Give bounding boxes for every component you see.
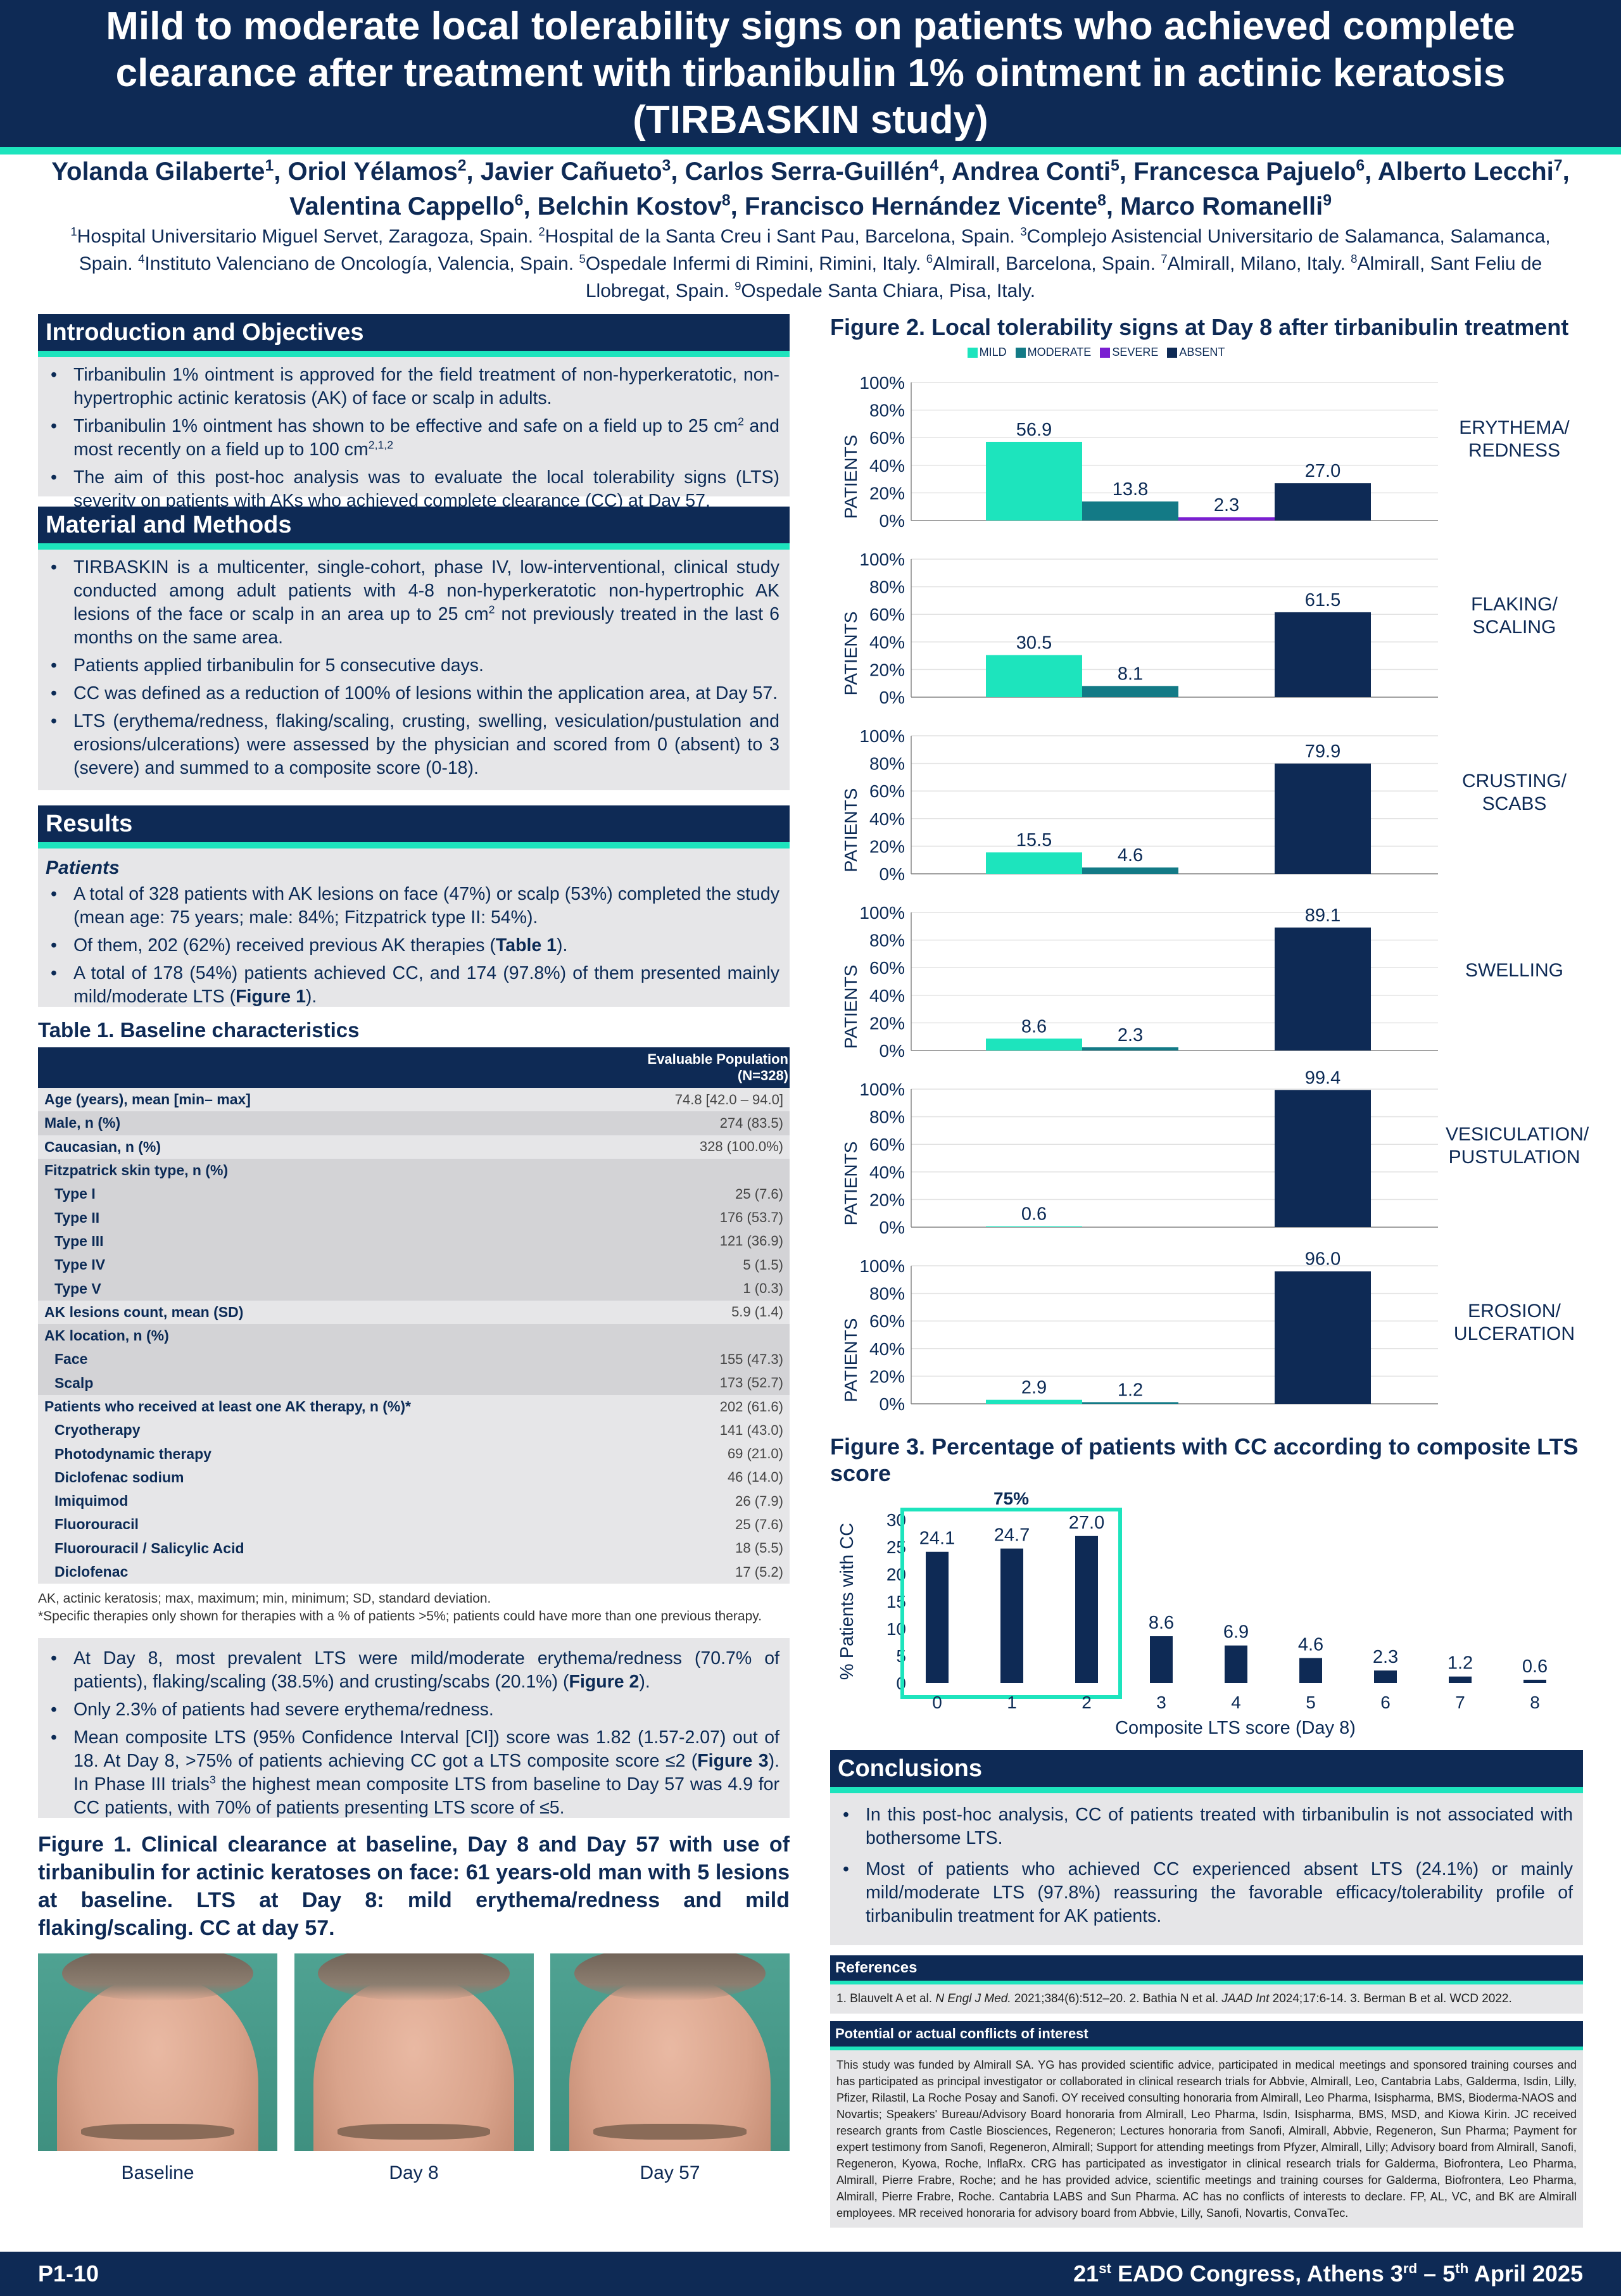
figure2-charts — [830, 360, 1589, 1420]
y-axis-label: PATIENTS — [841, 1141, 861, 1226]
table-cell-value: 46 (14.0) — [583, 1466, 790, 1489]
table-cell-label: Scalp — [38, 1372, 583, 1395]
data-label: 4.6 — [1297, 1634, 1324, 1655]
table-cell-value: 141 (43.0) — [583, 1418, 790, 1442]
y-tick-label: 40% — [869, 632, 905, 652]
y-tick-label: 80% — [869, 400, 905, 420]
table-row — [38, 1372, 790, 1395]
table-row — [38, 1111, 790, 1135]
bar — [1000, 1549, 1023, 1683]
lts-panel-label: FLAKING/ SCALING — [1471, 594, 1558, 638]
data-label: 1.2 — [1117, 1380, 1144, 1401]
bar-mild — [986, 442, 1082, 520]
affiliation: $^2$Hospital de la Santa Creu i Sant Pau, Barcelona, Spain. — [538, 225, 1015, 247]
y-tick-label: 0% — [879, 688, 905, 707]
table-row — [38, 1395, 790, 1418]
y-tick-label: 20% — [869, 1366, 905, 1387]
y-tick-label: 60% — [869, 605, 905, 625]
affiliation: $^1$Hospital Universitario Miguel Servet, Zaragoza, Spain. — [70, 225, 534, 247]
lts-panel-svg — [830, 713, 1438, 890]
results-heading: Results — [38, 805, 790, 848]
table-cell-label: Diclofenac sodium — [38, 1466, 583, 1489]
x-tick-label: 0 — [932, 1693, 942, 1712]
figure2-title: Figure 2. Local tolerability signs at Day 8 after tirbanibulin treatment — [830, 314, 1569, 340]
table-cell-label: Cryotherapy — [38, 1418, 583, 1442]
bar — [1374, 1670, 1397, 1683]
references-heading: References — [830, 1955, 1583, 1984]
bar-moderate — [1082, 1047, 1178, 1050]
photo-baseline — [38, 1953, 277, 2151]
y-tick-label: 25 — [886, 1537, 906, 1557]
intro-bullet-1: • Tirbanibulin 1% ointment is approved for the field treatment of non-hyperkeratotic, non-hypertrophic actinic keratosis (AK) of face or scalp in adults. — [46, 363, 779, 410]
y-tick-label: 5 — [896, 1646, 906, 1666]
table-cell-label: Photodynamic therapy — [38, 1442, 583, 1465]
bar — [1225, 1646, 1247, 1683]
affiliation-list — [51, 223, 1570, 305]
y-tick-label: 20% — [869, 483, 905, 503]
lts-panel — [830, 713, 1583, 890]
y-tick-label: 0% — [879, 511, 905, 531]
bar-moderate — [1082, 686, 1178, 697]
figure1-title: Figure 1. Clinical clearance at baseline, Day 8 and Day 57 with use of tirbanibulin for actinic keratoses on face: 61 years-old man with 5 lesions at baseline. LTS at Day 8: mild erythema/redness and mild flaking/scaling. CC at day 57. — [38, 1832, 790, 1941]
table-row — [38, 1466, 790, 1489]
methods-bullet-4: • LTS (erythema/redness, flaking/scaling, crusting, swelling, vesiculation/pustulation and erosions/ulcerations) were assessed by the physician and scored from 0 (absent) to 3 (severe) and summed to a composite score (0-18). — [46, 710, 779, 780]
x-tick-label: 7 — [1455, 1693, 1465, 1712]
table-row — [38, 1230, 790, 1253]
y-tick-label: 100% — [859, 373, 905, 393]
legend-swatch — [1167, 348, 1177, 358]
x-tick-label: 4 — [1231, 1693, 1241, 1712]
y-axis-label: % Patients with CC — [837, 1522, 857, 1681]
data-label: 6.9 — [1223, 1622, 1249, 1643]
data-label: 8.6 — [1021, 1016, 1047, 1037]
table-footnote-abbrev: AK, actinic keratosis; max, maximum; min, minimum; SD, standard deviation. — [38, 1591, 491, 1606]
table-row — [38, 1418, 790, 1442]
y-axis-label: PATIENTS — [841, 1318, 861, 1403]
lts-panel-label: ERYTHEMA/ REDNESS — [1459, 417, 1570, 461]
table-cell-value: 5 (1.5) — [583, 1253, 790, 1277]
y-tick-label: 40% — [869, 809, 905, 829]
y-tick-label: 20% — [869, 1190, 905, 1210]
y-tick-label: 80% — [869, 577, 905, 597]
figure3-chart — [830, 1487, 1583, 1740]
bar — [1449, 1677, 1472, 1683]
lts-panel — [830, 360, 1583, 536]
table-row — [38, 1182, 790, 1206]
bar — [1150, 1636, 1173, 1683]
caption-baseline: Baseline — [121, 2162, 194, 2184]
author: Marco Romanelli$^9$ — [1120, 192, 1332, 220]
y-tick-label: 100% — [859, 1080, 905, 1099]
y-tick-label: 30 — [886, 1510, 906, 1530]
table-row — [38, 1088, 790, 1111]
y-tick-label: 20% — [869, 836, 905, 857]
footer-rule — [0, 2245, 1621, 2252]
bar-mild — [986, 852, 1082, 874]
table-cell-value: 26 (7.9) — [583, 1489, 790, 1513]
table-header-row — [38, 1047, 790, 1088]
affiliation: $^7$Almirall, Milano, Italy. — [1161, 252, 1346, 274]
table-cell-label: Type V — [38, 1277, 583, 1300]
data-label: 2.9 — [1021, 1377, 1047, 1398]
y-tick-label: 100% — [859, 903, 905, 923]
table-row — [38, 1537, 790, 1560]
y-tick-label: 0 — [896, 1674, 906, 1693]
table-cell-value: 1 (0.3) — [583, 1277, 790, 1300]
y-axis-label: PATIENTS — [841, 434, 861, 519]
conflicts-heading: Potential or actual conflicts of interest — [830, 2021, 1583, 2050]
data-label: 0.6 — [1522, 1656, 1548, 1677]
y-tick-label: 0% — [879, 1394, 905, 1414]
bar-moderate — [1082, 501, 1178, 520]
intro-heading: Introduction and Objectives — [38, 314, 790, 357]
results2-bullet-2: • Only 2.3% of patients had severe erythema/redness. — [46, 1698, 779, 1722]
photo-day8 — [294, 1953, 534, 2151]
table-cell-label: Fluorouracil — [38, 1513, 583, 1536]
methods-heading: Material and Methods — [38, 507, 790, 550]
table-cell-label: Fluorouracil / Salicylic Acid — [38, 1537, 583, 1560]
data-label: 27.0 — [1304, 461, 1341, 482]
conflicts-box: This study was funded by Almirall SA. YG has provided scientific advice, participated in medical meetings and sponsored training courses and has participated as principal investigator or collaborated in clinical research trials for Abbvie, Almirall, Leo, Cantabria Labs, Galderma, Isdin, Lilly, Pfizer, Rilastil, La Roche Posay and Sanofi. OY received consulting honoraria from Almirall, Leo Pharma, Isispharma, BMS, Bioderma-NAOS and Novartis; Speakers' Bureau/Advisory Board honoraria from Almirall, Leo Pharma, Isdin, Isispharma, BMS, MSD, and Kiowa Kirin. JC received research grants from Castle Biosciences, Regeneron; Lectures honoraria from Sanofi, Almirall, Abbvie, Regeneron, Sun Pharma; Payment for expert testimony from Sanofi, Regeneron, Almirall; Support for attending meetings from Pfyzer, Almirall, Lilly; Advisory board from Almirall, Sanofi, Regeneron, Kyowa, Roche, InflaRx. CRG has participated as investigator in clinical research trials for Galderma, Biofrontera, Leo Pharma, Almirall, Pierre Frabre, Roche; and he has provided advice, scientific meetings and training courses for Galderma, Biofrontera, Leo Pharma, Almirall, Pierre Frabre, Roche. Cantabria LABS and Sun Pharma. AC has no conflicts of interests to declare. FP, AL, VC, and BK are Almirall employees. MR received honoraria for advisory board from Abbvie, Lilly, Sanofi, Novartis, ConvaTec. — [830, 2050, 1583, 2228]
bar-moderate — [1082, 867, 1178, 874]
data-label: 89.1 — [1304, 905, 1341, 926]
y-tick-label: 40% — [869, 455, 905, 476]
table-row — [38, 1135, 790, 1159]
affiliation: $^4$Instituto Valenciano de Oncología, Valencia, Spain. — [138, 252, 574, 274]
y-tick-label: 40% — [869, 1339, 905, 1359]
y-tick-label: 15 — [886, 1592, 906, 1612]
figure1-captions — [38, 2162, 790, 2184]
table-row — [38, 1347, 790, 1371]
methods-bullet-1: • TIRBASKIN is a multicenter, single-cohort, phase IV, low-interventional, clinical study conducted among adult patients with 4-8 non-hyperkeratotic non-hypertrophic AK lesions of the face or scalp in an area up to 25 $cm^2$ not previously treated in the last 6 months on the same area. — [46, 556, 779, 650]
lts-panel — [830, 1066, 1589, 1243]
y-axis-label: PATIENTS — [841, 611, 861, 696]
lts-panel-svg — [830, 1243, 1438, 1420]
bar-absent — [1275, 1090, 1371, 1227]
table-cell-label: Face — [38, 1347, 583, 1371]
results2-box — [38, 1638, 790, 1818]
y-tick-label: 40% — [869, 985, 905, 1006]
data-label: 4.6 — [1117, 845, 1144, 866]
bar-moderate — [1082, 1402, 1178, 1404]
y-tick-label: 80% — [869, 754, 905, 774]
table-cell-value: 5.9 (1.4) — [583, 1301, 790, 1324]
author: Francesca Pajuelo$^6$, — [1133, 157, 1378, 186]
congress-info: 21st EADO Congress, Athens 3rd – 5th April 2025 — [1073, 2261, 1583, 2287]
bar-absent — [1275, 612, 1371, 697]
table-cell-value: 274 (83.5) — [583, 1111, 790, 1135]
legend-swatch — [968, 348, 978, 358]
table-row — [38, 1560, 790, 1584]
right-column — [830, 314, 1589, 2228]
lts-panel-label: CRUSTING/ SCABS — [1462, 771, 1567, 814]
table-cell-value: 155 (47.3) — [583, 1347, 790, 1371]
table1-title: Table 1. Baseline characteristics — [38, 1018, 360, 1042]
lts-panel — [830, 536, 1583, 713]
x-tick-label: 2 — [1082, 1693, 1092, 1712]
legend-item: MILD — [968, 346, 1007, 359]
author: Alberto Lecchi$^7$, — [1377, 157, 1570, 186]
author: Javier Cañueto$^3$, — [480, 157, 685, 186]
table-cell-label: Imiquimod — [38, 1489, 583, 1513]
legend-item: SEVERE — [1100, 346, 1158, 359]
author: Yolanda Gilaberte$^1$, — [51, 157, 288, 186]
conclusions-box — [830, 1793, 1583, 1945]
methods-box — [38, 550, 790, 790]
table-cell-value: 18 (5.5) — [583, 1537, 790, 1560]
table-cell-label: Age (years), mean [min– max] — [38, 1088, 583, 1111]
y-tick-label: 100% — [859, 1256, 905, 1276]
data-label: 8.1 — [1117, 664, 1144, 684]
table-cell-label: Male, n (%) — [38, 1111, 583, 1135]
figure3-svg — [830, 1487, 1583, 1740]
figure2-legend — [843, 344, 1349, 360]
patients-subheading: Patients — [46, 857, 120, 878]
table-row — [38, 1206, 790, 1229]
table-cell-label: Patients who received at least one AK therapy, n (%)* — [38, 1395, 583, 1418]
table-cell-value: 17 (5.2) — [583, 1560, 790, 1584]
y-tick-label: 40% — [869, 1162, 905, 1182]
table-cell-label: Fitzpatrick skin type, n (%) — [38, 1159, 583, 1182]
table-cell-label: AK lesions count, mean (SD) — [38, 1301, 583, 1324]
table-header-population: Evaluable Population (N=328) — [583, 1047, 790, 1088]
data-label: 15.5 — [1016, 830, 1052, 851]
table-footnote-star: *Specific therapies only shown for therapies with a % of patients >5%; patients could have more than one previous therapy. — [38, 1609, 762, 1624]
data-label: 24.7 — [993, 1525, 1030, 1546]
results-box — [38, 848, 790, 1007]
bar — [1523, 1680, 1546, 1683]
legend-swatch — [1016, 348, 1026, 358]
y-tick-label: 100% — [859, 550, 905, 569]
data-label: 79.9 — [1304, 741, 1341, 762]
table-row — [38, 1301, 790, 1324]
table-footnote — [38, 1590, 790, 1625]
figure3-title: Figure 3. Percentage of patients with CC according to composite LTS score — [830, 1434, 1579, 1486]
table-cell-label: AK location, n (%) — [38, 1324, 583, 1347]
bar-absent — [1275, 764, 1371, 874]
data-label: 99.4 — [1304, 1068, 1341, 1088]
author: Andrea Conti$^5$, — [951, 157, 1134, 186]
data-label: 30.5 — [1016, 633, 1052, 653]
table-cell-value: 69 (21.0) — [583, 1442, 790, 1465]
data-label: 27.0 — [1068, 1512, 1105, 1533]
caption-day57: Day 57 — [640, 2162, 700, 2184]
table-cell-value: 176 (53.7) — [583, 1206, 790, 1229]
lts-panel-svg — [830, 1066, 1438, 1243]
y-tick-label: 0% — [879, 1218, 905, 1237]
y-tick-label: 20% — [869, 1013, 905, 1033]
affiliation: $^5$Ospedale Infermi di Rimini, Rimini, Italy. — [579, 252, 921, 274]
table-cell-value: 74.8 [42.0 – 94.0] — [583, 1088, 790, 1111]
bar — [1075, 1536, 1098, 1683]
lts-panel — [830, 890, 1583, 1066]
table-cell-label: Type I — [38, 1182, 583, 1206]
y-tick-label: 60% — [869, 1311, 905, 1332]
poster-header — [0, 0, 1621, 147]
affiliation: $^8$Almirall, Sant Feliu de Llobregat, Spain. — [585, 252, 1542, 301]
lts-panel-svg — [830, 360, 1438, 536]
y-tick-label: 20% — [869, 660, 905, 680]
table-row — [38, 1489, 790, 1513]
affiliation: $^9$Ospedale Santa Chiara, Pisa, Italy. — [735, 279, 1036, 301]
conclusions-bullet-1: • In this post-hoc analysis, CC of patients treated with tirbanibulin is not associated with bothersome LTS. — [838, 1803, 1573, 1850]
data-label: 24.1 — [919, 1528, 956, 1549]
lts-panel-label: EROSION/ ULCERATION — [1453, 1301, 1575, 1344]
x-tick-label: 5 — [1306, 1693, 1316, 1712]
photo-day57 — [550, 1953, 790, 2151]
table-cell-value — [583, 1159, 790, 1182]
table-row — [38, 1277, 790, 1300]
author: Carlos Serra-Guillén$^4$, — [684, 157, 952, 186]
bar — [1299, 1658, 1322, 1683]
data-label: 96.0 — [1304, 1249, 1341, 1270]
results2-bullet-3: • Mean composite LTS (95% Confidence Interval [CI]) score was 1.82 (1.57-2.07) out of 18. At Day 8, >75% of patients achieving CC got a LTS composite score ≤2 (Figure 3). In Phase III trials$^3$ the highest mean composite LTS from baseline to Day 57 was 4.9 for CC patients, with 70% of patients presenting LTS score of ≤5. — [46, 1726, 779, 1820]
table-cell-label: Type IV — [38, 1253, 583, 1277]
bar-absent — [1275, 928, 1371, 1050]
table-row — [38, 1253, 790, 1277]
author: Francisco Hernández Vicente$^8$, — [744, 192, 1121, 220]
bar-severe — [1178, 517, 1275, 520]
author-list — [38, 155, 1583, 224]
y-axis-label: PATIENTS — [841, 964, 861, 1049]
table-row — [38, 1513, 790, 1536]
table-row — [38, 1159, 790, 1182]
left-column — [38, 314, 790, 2184]
data-label: 2.3 — [1213, 495, 1240, 515]
table-cell-label: Type II — [38, 1206, 583, 1229]
data-label: 8.6 — [1148, 1613, 1175, 1634]
table-cell-value — [583, 1324, 790, 1347]
methods-bullet-2: • Patients applied tirbanibulin for 5 consecutive days. — [46, 654, 779, 678]
results2-bullet-1: • At Day 8, most prevalent LTS were mild/moderate erythema/redness (70.7% of patients), flaking/scaling (38.5%) and crusting/scabs (20.1%) (Figure 2). — [46, 1647, 779, 1694]
baseline-table — [38, 1047, 790, 1584]
methods-bullet-3: • CC was defined as a reduction of 100% of lesions within the application area, at Day 57. — [46, 682, 779, 705]
lts-panel-label: SWELLING — [1465, 960, 1564, 981]
y-tick-label: 0% — [879, 864, 905, 884]
table-row — [38, 1442, 790, 1465]
bar-mild — [986, 655, 1082, 697]
x-axis-label: Composite LTS score (Day 8) — [1115, 1718, 1356, 1738]
results-bullet-3: • A total of 178 (54%) patients achieved CC, and 174 (97.8%) of them presented mainly mild/moderate LTS (Figure 1). — [46, 962, 779, 1009]
poster-footer — [0, 2252, 1621, 2296]
intro-bullet-3: • The aim of this post-hoc analysis was to evaluate the local tolerability signs (LTS) severity on patients with AKs who achieved complete clearance (CC) at Day 57. — [46, 466, 779, 513]
table-cell-label: Diclofenac — [38, 1560, 583, 1584]
y-axis-label: PATIENTS — [841, 788, 861, 873]
table-cell-value: 25 (7.6) — [583, 1513, 790, 1536]
bar-mild — [986, 1038, 1082, 1050]
x-tick-label: 6 — [1380, 1693, 1391, 1712]
highlight-label: 75% — [993, 1489, 1030, 1508]
results-bullet-1: • A total of 328 patients with AK lesions on face (47%) or scalp (53%) completed the study (mean age: 75 years; male: 84%; Fitzpatrick type II: 54%). — [46, 883, 779, 930]
table-cell-label: Caucasian, n (%) — [38, 1135, 583, 1159]
references-box: 1. Blauvelt A et al. N Engl J Med. 2021;384(6):512–20. 2. Bathia N et al. JAAD Int 2024;17:6-14. 3. Berman B et al. WCD 2022. — [830, 1984, 1583, 2014]
y-tick-label: 0% — [879, 1041, 905, 1061]
bar-absent — [1275, 1271, 1371, 1404]
bar-absent — [1275, 483, 1371, 520]
header-accent-rule — [0, 147, 1621, 155]
data-label: 61.5 — [1304, 590, 1341, 610]
data-label: 0.6 — [1021, 1204, 1047, 1225]
y-tick-label: 60% — [869, 428, 905, 448]
intro-bullet-2: • Tirbanibulin 1% ointment has shown to be effective and safe on a field up to 25 $cm^2$ and most recently on a field up to 100 cm$^{2,1,2}$ — [46, 415, 779, 462]
legend-item: MODERATE — [1016, 346, 1092, 359]
data-label: 56.9 — [1016, 419, 1052, 440]
intro-box — [38, 357, 790, 511]
y-tick-label: 20 — [886, 1565, 906, 1584]
affiliation: $^6$Almirall, Barcelona, Spain. — [926, 252, 1156, 274]
table-cell-value: 121 (36.9) — [583, 1230, 790, 1253]
author: Valentina Cappello$^6$, — [289, 192, 538, 220]
y-tick-label: 60% — [869, 958, 905, 978]
author: Belchin Kostov$^8$, — [537, 192, 745, 220]
x-tick-label: 3 — [1156, 1693, 1166, 1712]
data-label: 1.2 — [1447, 1653, 1473, 1674]
figure1-photos — [38, 1953, 790, 2151]
table-cell-label: Type III — [38, 1230, 583, 1253]
table-cell-value: 25 (7.6) — [583, 1182, 790, 1206]
conclusions-bullet-2: • Most of patients who achieved CC experienced absent LTS (24.1%) or mainly mild/moderate LTS (97.8%) reassuring the favorable efficacy/tolerability profile of tirbanibulin treatment for AK patients. — [838, 1858, 1573, 1928]
poster-code: P1-10 — [38, 2261, 99, 2287]
legend-item: ABSENT — [1167, 346, 1225, 359]
y-tick-label: 100% — [859, 726, 905, 746]
bar-mild — [986, 1400, 1082, 1404]
lts-panel-svg — [830, 890, 1438, 1066]
y-tick-label: 80% — [869, 1284, 905, 1304]
y-tick-label: 80% — [869, 1107, 905, 1127]
y-tick-label: 10 — [886, 1619, 906, 1639]
conclusions-heading: Conclusions — [830, 1750, 1583, 1793]
table-cell-value: 328 (100.0%) — [583, 1135, 790, 1159]
x-tick-label: 1 — [1007, 1693, 1017, 1712]
y-tick-label: 80% — [869, 930, 905, 950]
table-row — [38, 1324, 790, 1347]
y-tick-label: 60% — [869, 781, 905, 802]
lts-panel-label: VESICULATION/ PUSTULATION — [1446, 1124, 1589, 1168]
data-label: 13.8 — [1112, 479, 1149, 500]
caption-day8: Day 8 — [389, 2162, 439, 2184]
data-label: 2.3 — [1372, 1647, 1399, 1668]
lts-panel-svg — [830, 536, 1438, 713]
lts-panel — [830, 1243, 1583, 1420]
table-cell-value: 202 (61.6) — [583, 1395, 790, 1418]
legend-swatch — [1100, 348, 1110, 358]
results-bullet-2: • Of them, 202 (62%) received previous AK therapies (Table 1). — [46, 934, 779, 957]
y-tick-label: 60% — [869, 1135, 905, 1155]
table-cell-value: 173 (52.7) — [583, 1372, 790, 1395]
bar — [926, 1552, 949, 1683]
affiliation: $^3$Complejo Asistencial Universitario de Salamanca, Salamanca, Spain. — [79, 225, 1551, 274]
author: Oriol Yélamos$^2$, — [287, 157, 481, 186]
data-label: 2.3 — [1117, 1025, 1144, 1045]
poster-title: Mild to moderate local tolerability signs on patients who achieved complete clearance after treatment with tirbanibulin 1% ointment in actinic keratosis (TIRBASKIN study) — [106, 4, 1515, 142]
x-tick-label: 8 — [1530, 1693, 1540, 1712]
